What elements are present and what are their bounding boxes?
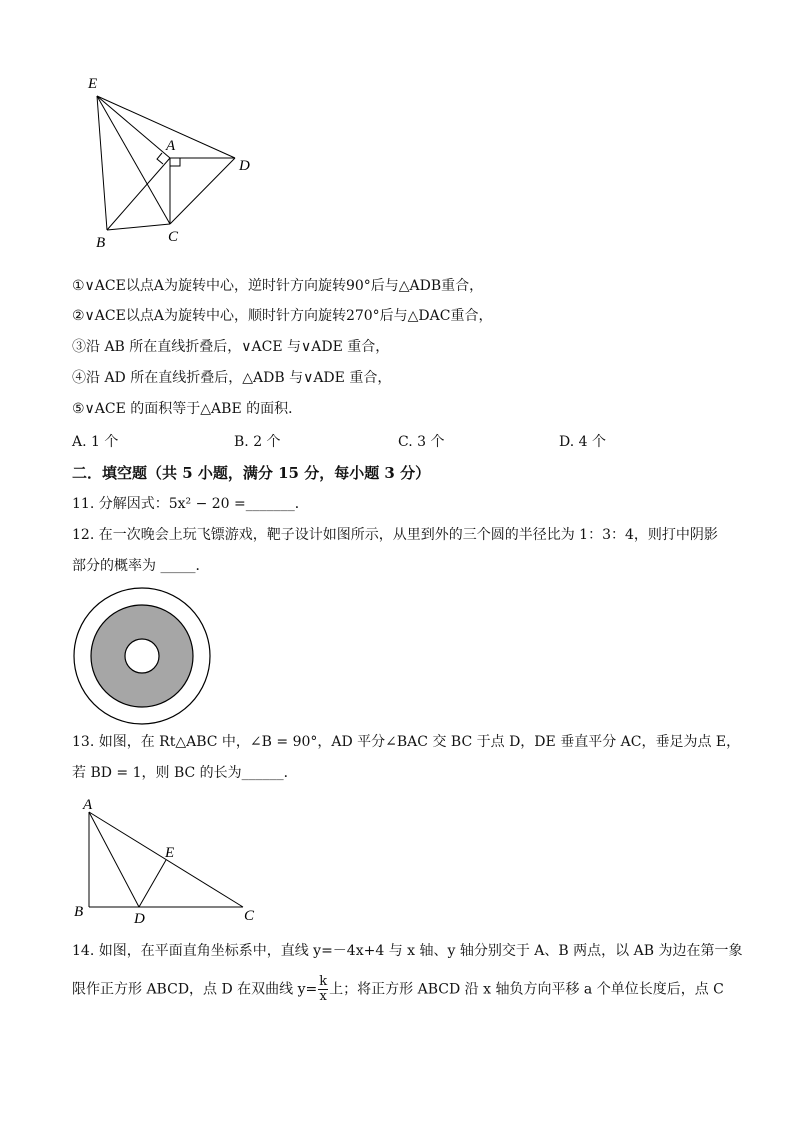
question-12-line2: 部分的概率为 _____． (72, 558, 210, 574)
dart-target-figure (72, 586, 212, 726)
label-D: D (239, 158, 250, 174)
label-C: C (244, 908, 255, 924)
statement-5: ⑤∨ACE 的面积等于△ABE 的面积． (72, 401, 303, 417)
label-B: B (96, 235, 106, 251)
section-heading: 二．填空题（共 5 小题，满分 15 分，每小题 3 分） (72, 464, 431, 482)
figure-rotation-triangles (80, 66, 270, 256)
statement-4: ④沿 AD 所在直线折叠后，△ADB 与∨ADE 重合， (72, 370, 392, 386)
statement-2: ②∨ACE以点A为旋转中心，顺时针方向旋转270°后与△DAC重合， (72, 308, 493, 324)
label-E: E (165, 845, 175, 861)
question-11: 11. 分解因式：5x² − 20 =_______． (72, 496, 309, 512)
label-B: B (74, 904, 84, 920)
option-b: B. 2 个 (234, 434, 281, 450)
label-A: A (83, 797, 93, 813)
label-C: C (168, 229, 179, 245)
question-12-line1: 12. 在一次晚会上玩飞镖游戏，靶子设计如图所示，从里到外的三个圆的半径比为 1：3：4，则打中阴影 (72, 527, 718, 543)
question-14-line2-end: 上；将正方形 ABCD 沿 x 轴负方向平移 a 个单位长度后，点 C (329, 981, 724, 998)
statement-3: ③沿 AB 所在直线折叠后，∨ACE 与∨ADE 重合， (72, 339, 390, 355)
fraction-numerator: k (319, 974, 328, 989)
option-d: D. 4 个 (559, 434, 606, 450)
question-14-line2 (72, 975, 724, 1004)
question-13-line2: 若 BD = 1，则 BC 的长为______． (72, 765, 298, 781)
label-D: D (134, 911, 145, 926)
option-c: C. 3 个 (398, 434, 445, 450)
question-14-line1: 14. 如图，在平面直角坐标系中，直线 y=－4x+4 与 x 轴、y 轴分别交于 A、B 两点，以 AB 为边在第一象 (72, 943, 743, 959)
question-13-line1: 13. 如图，在 Rt△ABC 中，∠B = 90°，AD 平分∠BAC 交 BC 于点 D，DE 垂直平分 AC，垂足为点 E， (72, 734, 741, 750)
question-14-line2-start: 限作正方形 ABCD，点 D 在双曲线 y= (72, 981, 318, 998)
fraction-k-over-x (318, 975, 328, 1004)
fraction-denominator: x (319, 989, 327, 1004)
statement-1: ①∨ACE以点A为旋转中心，逆时针方向旋转90°后与△ADB重合， (72, 278, 484, 294)
label-A: A (166, 138, 176, 154)
option-a: A. 1 个 (72, 434, 119, 450)
label-E: E (88, 76, 98, 92)
figure-right-triangle (70, 794, 270, 926)
